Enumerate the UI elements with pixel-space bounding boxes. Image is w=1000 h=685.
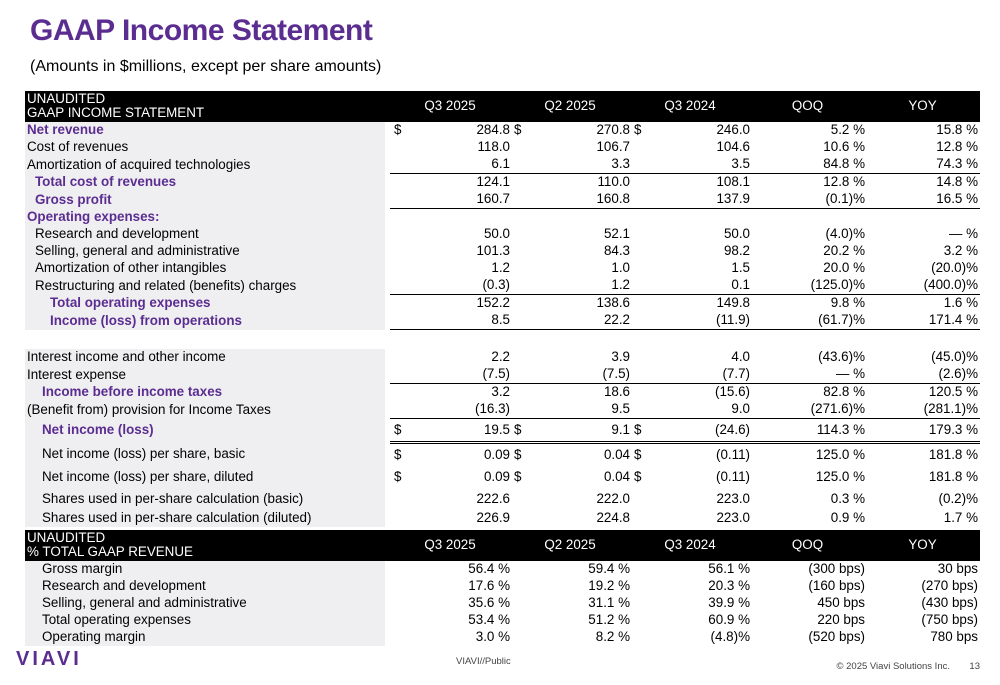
value-q3-2024: 149.8: [716, 295, 750, 311]
value-qoq: (300 bps): [808, 561, 865, 577]
value-q2-2025: 224.8: [596, 510, 630, 526]
currency-symbol: [510, 578, 535, 595]
value-yoy: (0.2)%: [938, 490, 978, 506]
value-q3-2025: 35.6 %: [468, 595, 510, 611]
value-yoy: (20.0)%: [931, 260, 978, 276]
currency-symbol: $: [630, 419, 655, 443]
value-q3-2024: 223.0: [716, 490, 750, 506]
currency-symbol: [390, 629, 415, 646]
value-q3-2025: 2.2: [491, 349, 510, 365]
spacer-row: [25, 330, 980, 350]
currency-symbol: [510, 226, 535, 243]
col-header-q2-2025: Q2 2025: [510, 91, 630, 122]
row-label: Operating expenses:: [25, 209, 385, 227]
value-yoy: 181.8 %: [928, 446, 978, 462]
currency-symbol: [510, 612, 535, 629]
value-q2-2025: 138.6: [596, 295, 630, 311]
value-q3-2024: 50.0: [723, 226, 750, 242]
viavi-logo: VIAVI: [16, 648, 82, 670]
currency-symbol: [510, 312, 535, 330]
currency-symbol: [630, 349, 655, 366]
currency-symbol: [510, 629, 535, 646]
revenue-percent-table: [25, 530, 980, 646]
value-q3-2024: 98.2: [723, 243, 750, 259]
value-q3-2025: 1.2: [491, 260, 510, 276]
value-yoy: 1.7 %: [943, 510, 978, 526]
currency-symbol: [510, 277, 535, 295]
value-q3-2025: 0.09: [483, 468, 510, 484]
value-q2-2025: 110.0: [597, 174, 630, 190]
table-row: [25, 174, 980, 192]
table-header: [25, 91, 980, 122]
currency-symbol: [510, 488, 535, 510]
table-header-label: UNAUDITED % TOTAL GAAP REVENUE: [25, 530, 385, 561]
currency-symbol: [390, 366, 415, 384]
value-q3-2024: 223.0: [716, 510, 750, 526]
currency-symbol: [390, 209, 415, 227]
value-q3-2025: 226.9: [476, 510, 510, 526]
currency-symbol: $: [634, 122, 642, 138]
currency-symbol: [630, 366, 655, 384]
currency-symbol: $: [390, 419, 415, 443]
value-q3-2024: 104.6: [716, 139, 750, 155]
value-yoy: (270 bps): [921, 578, 978, 594]
page-subtitle: (Amounts in $millions, except per share amounts): [30, 58, 382, 75]
value-q3-2025: (16.3): [415, 401, 510, 419]
table-row: [25, 466, 980, 488]
value-q3-2025: 53.4 %: [468, 612, 510, 628]
value-q3-2024: 56.1 %: [708, 561, 750, 577]
value-yoy: (430 bps): [921, 595, 978, 611]
currency-symbol: [630, 629, 655, 646]
currency-symbol: [510, 243, 535, 260]
row-label: Income before income taxes: [25, 384, 385, 402]
currency-symbol: [630, 510, 655, 527]
currency-symbol: [630, 260, 655, 277]
value-qoq: 9.8 %: [830, 295, 865, 311]
value-q3-2025: 19.5: [415, 419, 510, 443]
table-row: [25, 419, 980, 443]
currency-symbol: [390, 277, 415, 295]
value-q3-2024: 1.5: [731, 260, 750, 276]
value-qoq: (61.7)%: [750, 312, 865, 330]
col-header-q3-2025: Q3 2025: [390, 530, 510, 561]
value-yoy: 15.8 %: [936, 122, 978, 138]
value-q2-2025: 9.1: [535, 419, 630, 443]
value-q3-2024: 20.3 %: [708, 578, 750, 594]
value-q3-2024: 0.1: [655, 277, 750, 295]
row-label: (Benefit from) provision for Income Taxes: [25, 401, 385, 419]
currency-symbol: $: [634, 468, 642, 484]
currency-symbol: [630, 243, 655, 260]
currency-symbol: [510, 295, 535, 313]
currency-symbol: [630, 612, 655, 629]
value-qoq: 20.0 %: [823, 260, 865, 276]
table-row: [25, 209, 980, 227]
value-q2-2025: (7.5): [535, 366, 630, 384]
table-row: [25, 191, 980, 209]
table-row: [25, 561, 980, 578]
value-yoy: — %: [948, 226, 978, 242]
currency-symbol: [510, 384, 535, 402]
currency-symbol: [390, 612, 415, 629]
table-row: [25, 629, 980, 646]
currency-symbol: [510, 156, 535, 174]
value-yoy: 16.5 %: [865, 191, 980, 209]
currency-symbol: [390, 488, 415, 510]
income-statement-table: [25, 91, 980, 527]
value-q3-2025: 160.7: [415, 191, 510, 209]
classification-label: VIAVI//Public: [456, 656, 511, 667]
currency-symbol: [390, 561, 415, 578]
row-label: Research and development: [25, 578, 385, 595]
table-row: [25, 443, 980, 467]
row-label: Income (loss) from operations: [25, 312, 385, 330]
value-q3-2024: (4.8)%: [710, 629, 750, 645]
row-label: Research and development: [25, 226, 385, 243]
currency-symbol: [390, 384, 415, 402]
currency-symbol: [510, 174, 535, 192]
value-yoy: 179.3 %: [865, 419, 980, 443]
value-q3-2024: 3.5: [655, 156, 750, 174]
table-row: [25, 595, 980, 612]
value-q2-2025: 59.4 %: [588, 561, 630, 577]
col-header-q3-2024: Q3 2024: [630, 91, 750, 122]
currency-symbol: [630, 488, 655, 510]
table-row: [25, 260, 980, 277]
value-yoy: 30 bps: [937, 561, 978, 577]
currency-symbol: [390, 349, 415, 366]
value-q3-2025: 101.3: [476, 243, 510, 259]
value-q2-2025: 3.9: [611, 349, 630, 365]
value-yoy: 120.5 %: [928, 384, 978, 400]
row-label: Net income (loss) per share, basic: [25, 443, 385, 467]
table-row: [25, 156, 980, 174]
col-header-q2-2025: Q2 2025: [510, 530, 630, 561]
table-row: [25, 488, 980, 510]
row-label: Total cost of revenues: [25, 174, 385, 192]
currency-symbol: [390, 401, 415, 419]
currency-symbol: [390, 174, 415, 192]
row-label: Shares used in per-share calculation (basic): [25, 488, 385, 510]
currency-symbol: [630, 312, 655, 330]
value-qoq: (125.0)%: [750, 277, 865, 295]
value-yoy: (400.0)%: [865, 277, 980, 295]
value-qoq: 82.8 %: [823, 384, 865, 400]
table-row: [25, 578, 980, 595]
value-yoy: 3.2 %: [943, 243, 978, 259]
currency-symbol: [510, 561, 535, 578]
value-qoq: 450 bps: [817, 595, 865, 611]
currency-symbol: [630, 578, 655, 595]
value-q2-2025: 270.8: [596, 122, 630, 138]
currency-symbol: [510, 139, 535, 156]
row-label: Shares used in per-share calculation (diluted): [25, 510, 385, 527]
value-q3-2024: (24.6): [655, 419, 750, 443]
table-row: [25, 226, 980, 243]
currency-symbol: [630, 226, 655, 243]
value-q3-2024: 9.0: [655, 401, 750, 419]
value-q3-2024: (0.11): [716, 468, 750, 484]
currency-symbol: [510, 510, 535, 527]
value-q3-2025: (7.5): [415, 366, 510, 384]
currency-symbol: [390, 510, 415, 527]
table-row: [25, 384, 980, 402]
value-q2-2025: 18.6: [603, 384, 630, 400]
row-label: Selling, general and administrative: [25, 243, 385, 260]
value-yoy: 181.8 %: [928, 468, 978, 484]
col-header-qoq: QOQ: [750, 530, 865, 561]
value-yoy: 12.8 %: [936, 139, 978, 155]
currency-symbol: [390, 260, 415, 277]
value-q3-2025: 152.2: [476, 295, 510, 311]
currency-symbol: [390, 226, 415, 243]
table-row: [25, 277, 980, 295]
value-qoq: (43.6)%: [818, 349, 865, 365]
value-qoq: 220 bps: [817, 612, 865, 628]
value-qoq: 20.2 %: [823, 243, 865, 259]
value-q2-2025: 1.0: [611, 260, 630, 276]
value-q3-2025: (0.3): [415, 277, 510, 295]
currency-symbol: [630, 595, 655, 612]
value-q2-2025: 9.5: [535, 401, 630, 419]
value-q2-2025: 19.2 %: [588, 578, 630, 594]
value-yoy: 780 bps: [930, 629, 978, 645]
col-header-yoy: YOY: [865, 530, 980, 561]
currency-symbol: [510, 209, 535, 227]
value-q3-2025: 118.0: [477, 139, 510, 155]
value-qoq: 84.8 %: [750, 156, 865, 174]
value-q3-2025: 3.0 %: [475, 629, 510, 645]
value-qoq: 12.8 %: [823, 174, 865, 190]
value-q2-2025: 51.2 %: [588, 612, 630, 628]
value-qoq: 125.0 %: [815, 446, 865, 462]
value-q3-2024: 108.1: [716, 174, 750, 190]
value-q3-2024: (15.6): [715, 384, 750, 400]
value-qoq: (160 bps): [808, 578, 865, 594]
table-header-label: UNAUDITED GAAP INCOME STATEMENT: [25, 91, 385, 122]
value-q3-2024: 60.9 %: [708, 612, 750, 628]
value-q2-2025: 22.2: [535, 312, 630, 330]
value-q2-2025: [535, 209, 630, 227]
value-qoq: 0.3 %: [830, 490, 865, 506]
row-label: Net revenue: [25, 122, 385, 139]
value-q2-2025: 0.04: [603, 446, 630, 462]
table-row: [25, 295, 980, 313]
value-q3-2025: 284.8: [476, 122, 510, 138]
table-row: [25, 243, 980, 260]
table-row: [25, 349, 980, 366]
currency-symbol: [510, 595, 535, 612]
table-header: [25, 530, 980, 561]
currency-symbol: [390, 295, 415, 313]
currency-symbol: [630, 384, 655, 402]
value-q3-2025: 6.1: [415, 156, 510, 174]
currency-symbol: [630, 561, 655, 578]
currency-symbol: [630, 191, 655, 209]
value-qoq: [750, 209, 865, 227]
value-yoy: 74.3 %: [865, 156, 980, 174]
row-label: Total operating expenses: [25, 295, 385, 313]
value-q2-2025: 84.3: [603, 243, 630, 259]
currency-symbol: [390, 312, 415, 330]
value-q3-2025: [415, 209, 510, 227]
value-yoy: (281.1)%: [865, 401, 980, 419]
value-yoy: (45.0)%: [931, 349, 978, 365]
table-row: [25, 510, 980, 527]
value-q3-2024: 137.9: [655, 191, 750, 209]
row-label: Cost of revenues: [25, 139, 385, 156]
row-label: Restructuring and related (benefits) charges: [25, 277, 385, 295]
currency-symbol: [390, 156, 415, 174]
value-qoq: 0.9 %: [830, 510, 865, 526]
currency-symbol: [630, 209, 655, 227]
table-row: [25, 122, 980, 139]
value-q3-2025: 8.5: [415, 312, 510, 330]
currency-symbol: $: [510, 419, 535, 443]
value-qoq: 5.2 %: [830, 122, 865, 138]
value-q3-2024: (11.9): [655, 312, 750, 330]
value-q2-2025: 160.8: [535, 191, 630, 209]
currency-symbol: [630, 139, 655, 156]
value-q3-2024: (7.7): [655, 366, 750, 384]
row-label: Gross profit: [25, 191, 385, 209]
value-yoy: (750 bps): [921, 612, 978, 628]
currency-symbol: $: [394, 446, 402, 462]
currency-symbol: [390, 191, 415, 209]
currency-symbol: $: [394, 468, 402, 484]
currency-symbol: [630, 401, 655, 419]
value-q3-2025: 0.09: [483, 446, 510, 462]
col-header-yoy: YOY: [865, 91, 980, 122]
value-q3-2025: 50.0: [483, 226, 510, 242]
value-yoy: 1.6 %: [943, 295, 978, 311]
value-yoy: [865, 209, 980, 227]
table-row: [25, 366, 980, 384]
value-q3-2025: 222.6: [476, 490, 510, 506]
table-row: [25, 612, 980, 629]
col-header-q3-2024: Q3 2024: [630, 530, 750, 561]
copyright-text: © 2025 Viavi Solutions Inc.: [836, 661, 950, 672]
currency-symbol: [630, 156, 655, 174]
col-header-qoq: QOQ: [750, 91, 865, 122]
value-q3-2025: 124.1: [476, 174, 510, 190]
value-q2-2025: 222.0: [596, 490, 630, 506]
col-header-q3-2025: Q3 2025: [390, 91, 510, 122]
page-number: 13: [969, 661, 980, 672]
page-title: GAAP Income Statement: [30, 14, 373, 47]
value-q3-2025: 17.6 %: [468, 578, 510, 594]
value-qoq: 114.3 %: [750, 419, 865, 443]
value-q2-2025: 1.2: [535, 277, 630, 295]
currency-symbol: [510, 366, 535, 384]
value-q3-2024: 246.0: [716, 122, 750, 138]
row-label: Gross margin: [25, 561, 385, 578]
value-yoy: 171.4 %: [865, 312, 980, 330]
value-qoq: — %: [750, 366, 865, 384]
currency-symbol: $: [514, 446, 522, 462]
value-q3-2024: 39.9 %: [708, 595, 750, 611]
value-q3-2024: 4.0: [731, 349, 750, 365]
value-qoq: 10.6 %: [823, 139, 865, 155]
currency-symbol: [630, 295, 655, 313]
value-q2-2025: 8.2 %: [595, 629, 630, 645]
currency-symbol: [390, 578, 415, 595]
table-row: [25, 312, 980, 330]
currency-symbol: $: [634, 446, 642, 462]
value-qoq: (520 bps): [808, 629, 865, 645]
currency-symbol: [630, 277, 655, 295]
currency-symbol: $: [514, 468, 522, 484]
row-label: Interest income and other income: [25, 349, 385, 366]
table-row: [25, 401, 980, 419]
value-q3-2024: (0.11): [716, 446, 750, 462]
value-qoq: 125.0 %: [815, 468, 865, 484]
currency-symbol: [390, 243, 415, 260]
row-label: Net income (loss): [25, 419, 385, 443]
value-yoy: 14.8 %: [936, 174, 978, 190]
currency-symbol: $: [394, 122, 402, 138]
value-q3-2025: 3.2: [491, 384, 510, 400]
currency-symbol: [510, 260, 535, 277]
value-qoq: (271.6)%: [750, 401, 865, 419]
value-yoy: (2.6)%: [865, 366, 980, 384]
currency-symbol: [510, 401, 535, 419]
currency-symbol: $: [514, 122, 522, 138]
row-label: Operating margin: [25, 629, 385, 646]
currency-symbol: [510, 191, 535, 209]
value-qoq: (4.0)%: [825, 226, 865, 242]
value-q3-2025: 56.4 %: [468, 561, 510, 577]
value-q3-2024: [655, 209, 750, 227]
row-label: Total operating expenses: [25, 612, 385, 629]
value-q2-2025: 31.1 %: [588, 595, 630, 611]
currency-symbol: [510, 349, 535, 366]
row-label: Net income (loss) per share, diluted: [25, 466, 385, 488]
value-qoq: (0.1)%: [750, 191, 865, 209]
currency-symbol: [390, 595, 415, 612]
row-label: Amortization of other intangibles: [25, 260, 385, 277]
row-label: Amortization of acquired technologies: [25, 156, 385, 174]
row-label: Selling, general and administrative: [25, 595, 385, 612]
value-q2-2025: 3.3: [535, 156, 630, 174]
currency-symbol: [630, 174, 655, 192]
value-q2-2025: 52.1: [603, 226, 630, 242]
value-q2-2025: 106.7: [596, 139, 630, 155]
currency-symbol: [390, 139, 415, 156]
row-label: Interest expense: [25, 366, 385, 384]
value-q2-2025: 0.04: [603, 468, 630, 484]
table-row: [25, 139, 980, 156]
